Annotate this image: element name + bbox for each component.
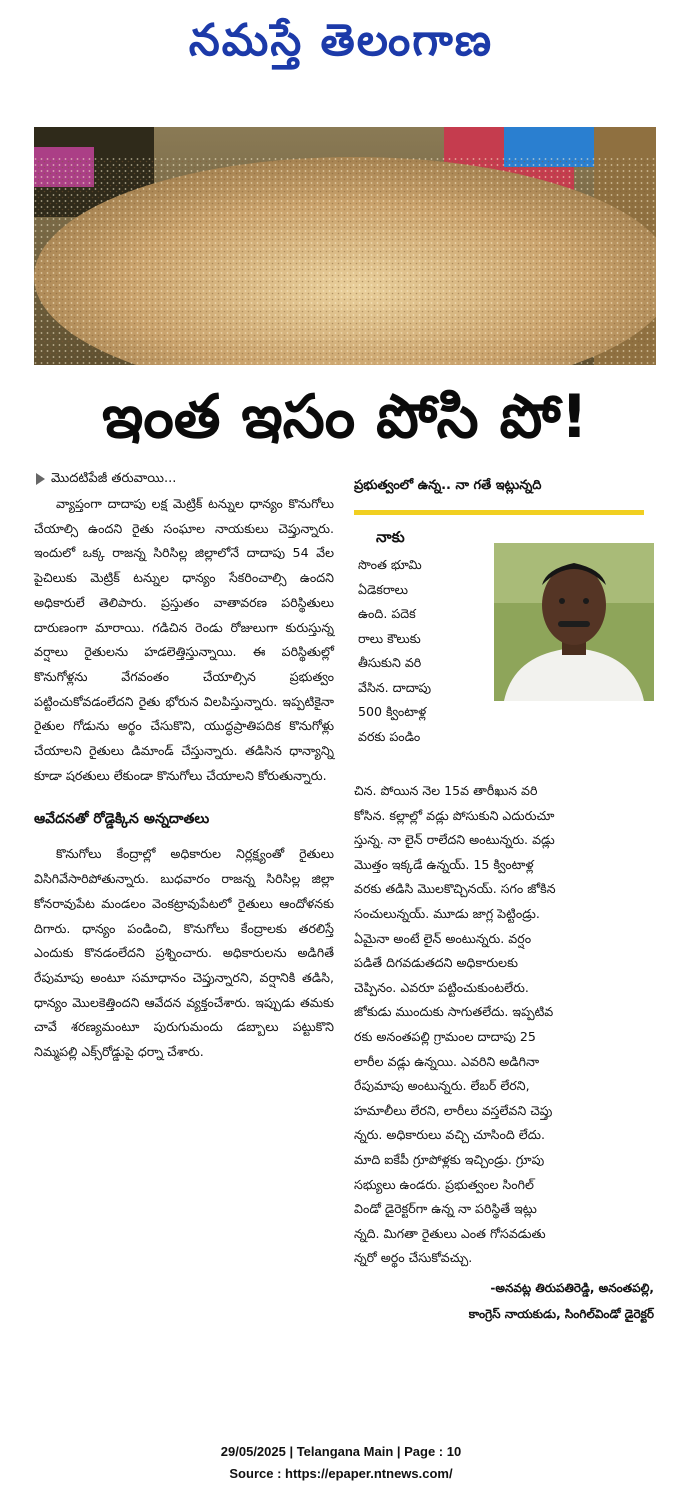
body-line: పడితే దిగవడుతదని అధికారులకు <box>354 955 519 971</box>
quote-line: తీసుకుని వరి <box>358 655 422 670</box>
body-line: మాది ఐకేపీ గ్రూపోళ్లకు ఇచ్చిండ్రు. గ్రూపు <box>354 1151 545 1167</box>
quote-lead: నాకు <box>376 528 405 546</box>
body-line: న్నరు. అధికారులు వచ్చి చూసింది లేదు. <box>354 1127 545 1143</box>
hero-photo-grain <box>34 127 656 365</box>
body-line: రేపుమాపు అంటున్నరు. లేబర్ లేరని, <box>354 1078 530 1094</box>
body-line: మొత్తం ఇక్కడే ఉన్నయ్. 15 క్వింటాళ్ల <box>354 856 534 872</box>
continuation-note <box>34 466 334 492</box>
article-paragraph-1: వ్యాప్తంగా దాదాపు లక్ష మెట్రిక్ టన్నుల ధాన్యం కొనుగోలు చేయాల్సి ఉందని రైతు సంఘాల నాయకులు చెప్తున్నారు. ఇందులో ఒక్క రాజన్న సిరిసిల్ల జిల్లాలోనే దాదాపు 54 వేల పైచిలుకు మెట్రిక్ టన్నుల ధాన్యం సేకరించాల్సి ఉందని అధికారులే తెలిపారు. ప్రస్తుతం వాతావరణ పరిస్థితులు దారుణంగా మారాయి. గడిచిన రెండు రోజులుగా కురుస్తున్న వర్షాలు రైతులను హడలెత్తిస్తున్నాయి. ఈ పరిస్థితుల్లో కొనుగోళ్లను వేగవంతం చేయాల్సిన ప్రభుత్వం పట్టించుకోవడంలేదని రైతు భోరున విలపిస్తున్నారు. ఇప్పటికైనా రైతుల గోడును అర్థం చేసుకొని, యుద్ధప్రాతిపదిక కొనుగోళ్లు చేయాలని రైతులు డిమాండ్ చేస్తున్నారు. తడిసిన ధాన్యాన్ని కూడా షరతులు లేకుండా కొనుగోలు చేయాలని కోరుతున్నారు. <box>34 496 334 783</box>
left-column <box>34 466 334 1065</box>
quote-line: రాలు కౌలుకు <box>358 630 421 646</box>
continuation-label: మొదటిపేజీ తరువాయి... <box>51 471 177 486</box>
body-line: స్తున్న. నా లైన్ రాలేదని అంటున్నరు. వడ్లు <box>354 832 555 848</box>
heading-rule <box>354 510 644 515</box>
footer-source: Source : https://epaper.ntnews.com/ <box>229 1466 453 1481</box>
body-line: కోసిన. కల్లాల్లో వడ్లు పోసుకుని ఎదురుచూ <box>354 807 555 823</box>
sidebar-body <box>354 779 654 1271</box>
body-line: వరకు తడిసి మొలకొచ్చినయ్. సగం జోకిన <box>354 881 556 897</box>
headline <box>34 372 656 462</box>
body-line: సభ్యులు ఉండరు. ప్రభుత్వంల సింగిల్ <box>354 1176 534 1192</box>
signature-title: కాంగ్రెస్ నాయకుడు, సింగిల్‌విండో డైరెక్టర్ <box>468 1306 654 1321</box>
newspaper-title: నమస్తే తెలంగాణ <box>188 15 494 66</box>
quote-line: వరకు పండిం <box>358 728 421 744</box>
body-line: న్నది. మిగతా రైతులు ఎంత గోసవడుతు <box>354 1225 546 1241</box>
body-line: హమాలీలు లేరని, లారీలు వస్తలేవని చెప్తు <box>354 1102 553 1118</box>
body-line: చిన. పోయిన నెల 15వ తారీఖున వరి <box>354 783 538 798</box>
body-line: న్నరో అర్థం చేసుకోవచ్చు. <box>354 1250 473 1266</box>
quote-line: సొంత భూమి <box>358 557 422 572</box>
quote-line: 500 క్వింటాళ్ల <box>358 704 427 719</box>
arrow-right-icon <box>36 473 45 485</box>
portrait-image <box>494 543 654 701</box>
sidebar-heading: ప్రభుత్వంలో ఉన్న.. నా గతే ఇట్లున్నది <box>354 478 542 493</box>
article-paragraph-2: కొనుగోలు కేంద్రాల్లో అధికారుల నిర్లక్ష్యంతో రైతులు విసిగివేసారిపోతున్నారు. బుధవారం రాజన్న సిరిసిల్ల జిల్లా కోనరావుపేట మండలం వెంకట్రావుపేటలో రైతులు ఆందోళనకు దిగారు. ధాన్యం పండించి, కొనుగోలు కేంద్రాలకు తరలిస్తే ఎందుకు కొనడంలేదని ప్రశ్నించారు. అధికారులను అడిగితే రేపుమాపు అంటూ సమాధానం చెప్తున్నారని, వర్షానికి తడిసి, ధాన్యం మొలకెత్తిందని ఆవేదన వ్యక్తంచేశారు. ఇప్పుడు తమకు చావే శరణ్యమంటూ పురుగుమందు డబ్బాలు పట్టుకొని నిమ్మపల్లి ఎక్స్‌రోడ్డుపై ధర్నా చేశారు. <box>34 846 334 1060</box>
signature-block <box>354 1275 654 1327</box>
quote-wrapped-lines <box>358 553 493 749</box>
right-column <box>354 466 654 1327</box>
body-line: రకు అనంతపల్లి గ్రామంల దాదాపు 25 <box>354 1028 536 1044</box>
body-line: ఏమైనా అంటే లైన్ అంటున్నరు. వర్షం <box>354 930 532 946</box>
grain-pile-image <box>34 127 656 365</box>
quote-line: వేసిన. దాదాపు <box>358 679 432 695</box>
body-line: జోకుడు ముందుకు సాగుతలేదు. ఇప్పటివ <box>354 1004 554 1020</box>
body-line: చెప్పినం. ఎవరూ పట్టించుకుంటలేరు. <box>354 979 529 995</box>
masthead <box>0 10 682 72</box>
body-line: లారీల వడ్లు ఉన్నయి. ఎవరిని అడిగినా <box>354 1053 540 1069</box>
farmer-portrait <box>494 543 654 701</box>
footer-edition: 29/05/2025 | Telangana Main | Page : 10 <box>220 1444 462 1459</box>
page-footer <box>0 1441 682 1485</box>
quote-line: ఏడెకరాలు <box>358 581 408 597</box>
signature-name: -అనవట్ల తిరుపతిరెడ్డి, అనంతపల్లి, <box>490 1280 654 1295</box>
quote-line: ఉంది. పదెక <box>358 606 416 621</box>
quote-box <box>354 523 654 779</box>
headline-text: ఇంత ఇసం పోసి పో! <box>101 382 589 452</box>
subheading: ఆవేదనతో రోడ్డెక్కిన అన్నదాతలు <box>34 811 210 828</box>
body-line: విండో డైరెక్టర్‌గా ఉన్న నా పరిస్థితే ఇట్లు <box>354 1201 537 1217</box>
body-line: సంచులున్నయ్. మూడు జాగ్ల పెట్టిండ్రు. <box>354 905 540 921</box>
